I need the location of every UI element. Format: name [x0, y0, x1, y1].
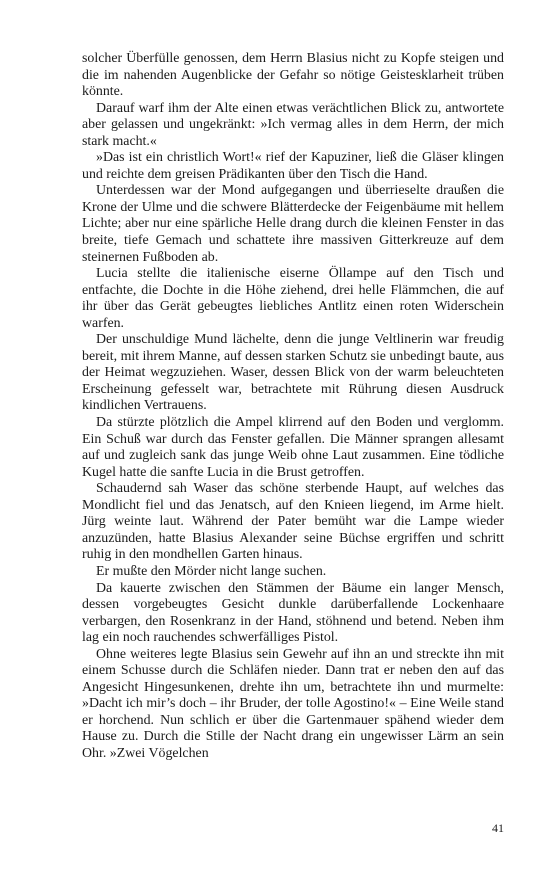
page-number: 41 — [492, 821, 504, 835]
paragraph-11: Ohne weiteres legte Blasius sein Gewehr auf ihn an und streckte ihn mit einem Schusse durch die Schläfen nieder. Dann trat er neben den auf das Angesicht Hingesunkenen, drehte ihn um, betrachtete ihn und murmelte: »Dacht ich mir’s doch – ihr Bruder, der tolle Agostino!« – Eine Weile stand er horchend. Nun schlich er über die Gartenmauer spähend wieder dem Hause zu. Durch die Stille der Nacht drang ein ungewisser Lärm an sein Ohr. »Zwei Vögelchen — [82, 646, 504, 761]
paragraph-4: Unterdessen war der Mond aufgegangen und überrieselte draußen die Krone der Ulme und die schwere Blätterdecke der Feigenbäume mit hellem Lichte; aber nur eine spärliche Helle drang durch die kleinen Fenster in das breite, tiefe Gemach und schattete ihre massiven Gitterkreuze auf dem steinernen Fußboden ab. — [82, 183, 504, 265]
paragraph-2: Darauf warf ihm der Alte einen etwas verächtlichen Blick zu, antwortete aber gelassen und ungekränkt: »Ich vermag alles in dem Herrn, der mich stark macht.« — [82, 100, 504, 149]
paragraph-1: solcher Überfülle genossen, dem Herrn Blasius nicht zu Kopfe steigen und die im nahenden Augenblicke der Gefahr so nötige Geistesklarheit trüben könnte. — [82, 51, 504, 100]
body-text — [82, 51, 504, 763]
paragraph-10: Da kauerte zwischen den Stämmen der Bäume ein langer Mensch, dessen vorgebeugtes Gesicht dunkle darüberfallende Lockenhaare verbargen, den Rosenkranz in der Hand, stöhnend und betend. Neben ihm lag ein noch rauchendes schwerfälliges Pistol. — [82, 580, 504, 646]
paragraph-8: Schaudernd sah Waser das schöne sterbende Haupt, auf welches das Mondlicht fiel und das Jenatsch, auf den Knieen liegend, im Arme hielt. Jürg weinte laut. Während der Pater bemüht war die Lampe wieder anzuzünden, hatte Blasius Alexander seine Büchse ergriffen und schritt ruhig in den mondhellen Garten hinaus. — [82, 481, 504, 563]
paragraph-6: Der unschuldige Mund lächelte, denn die junge Veltlinerin war freudig bereit, mit ihrem Manne, auf dessen starken Schutz sie unbedingt baute, aus der Heimat wegzuziehen. Waser, dessen Blick von der warm beleuchteten Erscheinung gefesselt war, betrachtete mit Rührung diesen Ausdruck kindlichen Vertrauens. — [82, 332, 505, 414]
paragraph-7: Da stürzte plötzlich die Ampel klirrend auf den Boden und verglomm. Ein Schuß war durch das Fenster gefallen. Die Männer sprangen allesamt auf und zugleich sank das junge Weib ohne Laut zusammen. Eine tödliche Kugel hatte die sanfte Lucia in die Brust getroffen. — [82, 415, 504, 480]
paragraph-9: Er mußte den Mörder nicht lange suchen. — [96, 563, 327, 579]
paragraph-5: Lucia stellte die italienische eiserne Öllampe auf den Tisch und entfachte, die Dochte in die Höhe ziehend, drei helle Flämmchen, die auf ihr über das Gerät gebeugtes liebliches Antlitz einen roten Widerschein warfen. — [82, 266, 504, 331]
paragraph-3: »Das ist ein christlich Wort!« rief der Kapuziner, ließ die Gläser klingen und reichte dem greisen Prädikanten über den Tisch die Hand. — [82, 150, 504, 182]
